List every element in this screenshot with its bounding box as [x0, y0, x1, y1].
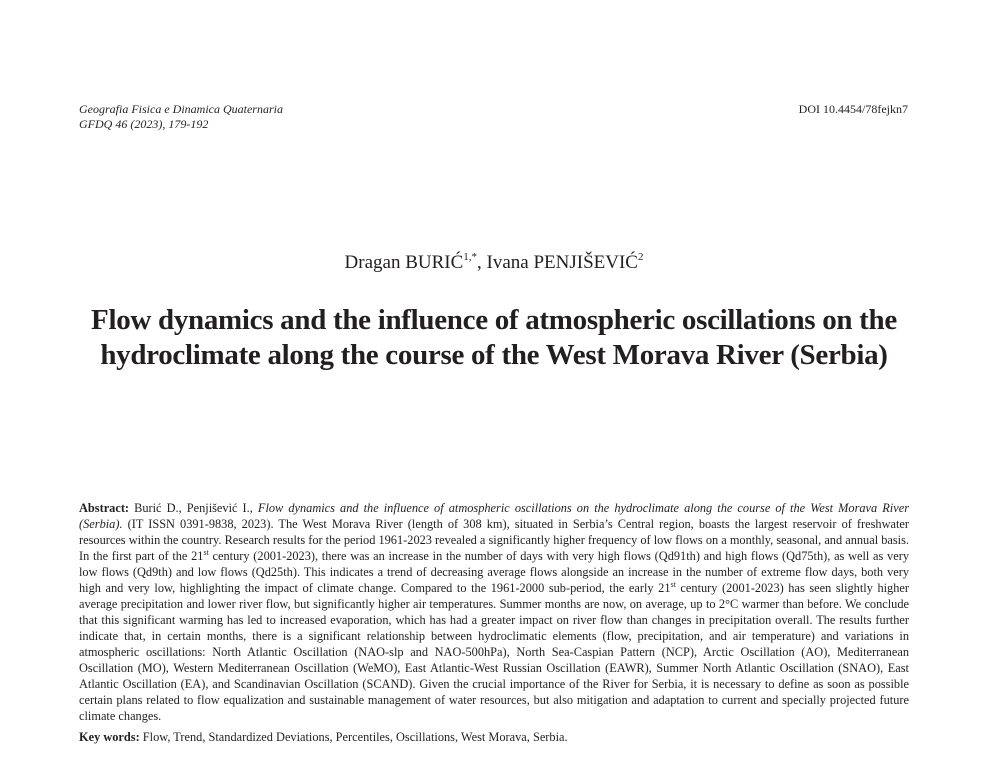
author-separator: ,: [477, 252, 487, 273]
abstract-body-3: century (2001-2023) has seen slightly higher average precipitation and lower river flow, but significantly higher air temperatures. Summer months are now, on average, up to 2°C warmer than before. We conclude that this significant warming has led to increased evaporation, which has had a greater impact on river flow than changes in precipitation overall. The results further indicate that, in certain months, there is a significant relationship between hydroclimatic elements (flow, precipitation, and air temperature) and variations in atmospheric oscillations: North Atlantic Oscillation (NAO-slp and NAO-500hPa), North Sea-Caspian Pattern (NCP), Arctic Oscillation (AO), Mediterranean Oscillation (MO), Western Mediterranean Oscillation (WeMO), East Atlantic-West Russian Oscillation (EAWR), Summer North Atlantic Oscillation (SNAO), East Atlantic Oscillation (EA), and Scandinavian Oscillation (SCAND). Given the crucial importance of the River for Serbia, it is necessary to define as soon as possible certain plans related to flow equalization and sustainable management of water resources, but also mitigation and adaptation to current and specially projected future climate changes.: [79, 581, 909, 723]
title-line-1: Flow dynamics and the influence of atmospheric oscillations on the: [91, 304, 897, 336]
abstract-label: Abstract:: [79, 501, 130, 515]
paper-title: [60, 303, 928, 373]
abstract: [79, 500, 909, 724]
author-1-name: Dragan BURIĆ: [344, 252, 464, 273]
author-1-affiliation: 1,*: [463, 251, 478, 263]
author-line: [0, 252, 988, 274]
author-2-affiliation: 2: [637, 251, 644, 263]
journal-name: Geografia Fisica e Dinamica Quaternaria: [79, 102, 283, 116]
citation-title: Flow dynamics and the influence of atmospheric oscillations on the hydroclimate along the course of the West Morava River (Serbia).: [79, 501, 909, 531]
journal-header: [79, 102, 283, 132]
keywords-label: Key words:: [79, 730, 140, 744]
title-line-2: hydroclimate along the course of the West Morava River (Serbia): [100, 339, 888, 371]
citation-issn: (IT ISSN 0391-9838, 2023).: [122, 517, 274, 531]
keywords-text: Flow, Trend, Standardized Deviations, Percentiles, Oscillations, West Morava, Serbia.: [139, 730, 568, 744]
author-2-name: Ivana PENJIŠEVIĆ: [486, 252, 638, 273]
abstract-body-2: century (2001-2023), there was an increase in the number of days with very high flows (Qd91th) and high flows (Qd75th), as well as very low flows (Qd9th) and low flows (Qd25th). This indicates a trend of decreasing average flows alongside an increase in the number of extreme flow days, both very high and very low, highlighting the impact of climate change. Compared to the 1961-2000 sub-period, the early 21: [79, 549, 909, 595]
citation-authors: Burić D., Penjišević I.,: [129, 501, 258, 515]
keywords: [79, 729, 909, 745]
superscript-st: st: [203, 548, 209, 557]
superscript-st: st: [670, 580, 676, 589]
doi: DOI 10.4454/78fejkn7: [798, 102, 908, 116]
abstract-body-1: The West Morava River (length of 308 km), situated in Serbia’s Central region, boasts the largest reservoir of freshwater resources within the country. Research results for the period 1961-2023 revealed a significantly higher frequency of low flows on a monthly, seasonal, and annual basis. In the first part of the 21: [79, 517, 909, 563]
journal-issue: GFDQ 46 (2023), 179-192: [79, 117, 209, 131]
